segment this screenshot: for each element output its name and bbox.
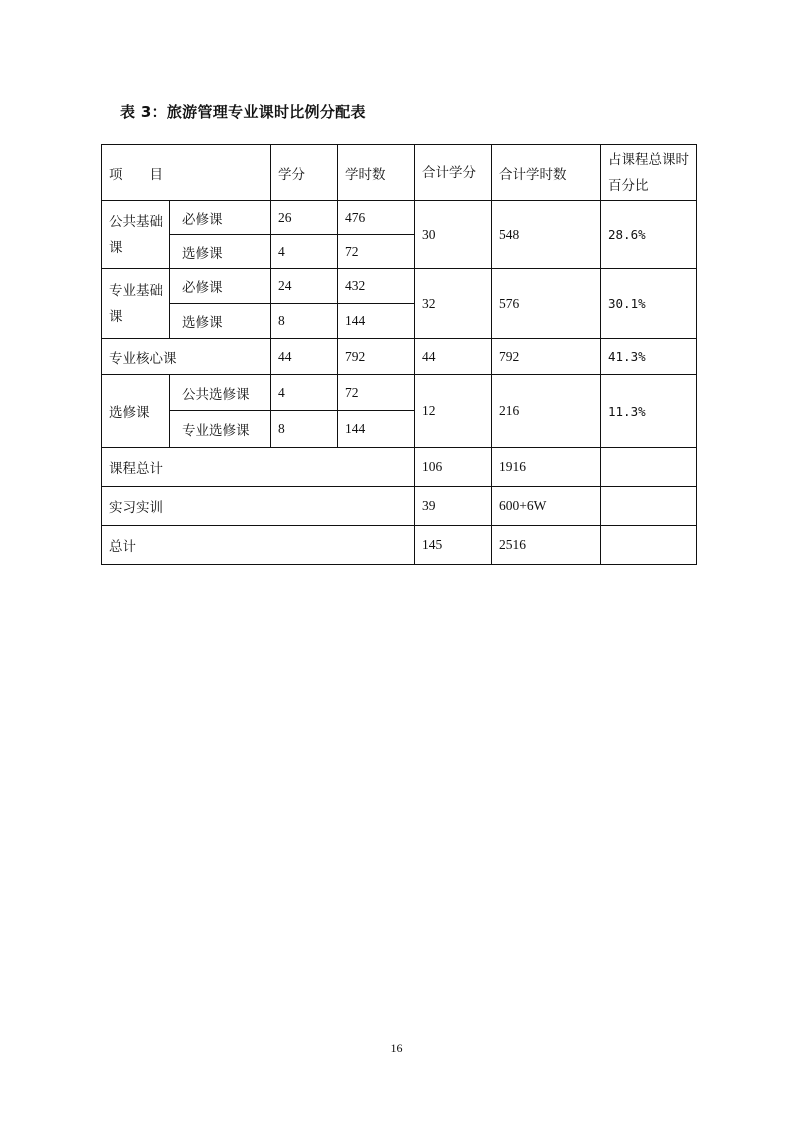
table-caption: 表 3：旅游管理专业课时比例分配表 — [120, 103, 366, 121]
summary-total-hours: 600+6W — [492, 487, 601, 526]
summary-label: 总计 — [102, 526, 415, 565]
row-name: 必修课 — [170, 269, 271, 304]
summary-label: 课程总计 — [102, 448, 415, 487]
header-item: 项 目 — [102, 145, 271, 201]
row-hours: 432 — [338, 269, 415, 304]
row-name: 专业选修课 — [170, 411, 271, 448]
row-hours: 144 — [338, 411, 415, 448]
summary-row-course-total — [102, 448, 697, 487]
page-number: 16 — [390, 1041, 403, 1055]
header-credits: 学分 — [271, 145, 338, 201]
row-hours: 72 — [338, 235, 415, 269]
row-name: 选修课 — [170, 304, 271, 339]
summary-total-credits: 106 — [415, 448, 492, 487]
row-hours: 72 — [338, 375, 415, 411]
header-total-credits: 合计学分 — [415, 145, 492, 201]
row-credits: 8 — [271, 411, 338, 448]
summary-total-credits: 39 — [415, 487, 492, 526]
summary-percent — [601, 487, 697, 526]
group-label-elective: 选修课 — [102, 375, 170, 448]
group-label-major-core: 专业核心课 — [102, 339, 271, 375]
row-hours: 792 — [338, 339, 415, 375]
row-credits: 8 — [271, 304, 338, 339]
row-hours: 144 — [338, 304, 415, 339]
row-credits: 4 — [271, 375, 338, 411]
course-hours-ratio-table — [101, 144, 697, 565]
group-total-hours: 792 — [492, 339, 601, 375]
group-label-public-basic: 公共基础课 — [102, 201, 170, 269]
group-total-credits: 12 — [415, 375, 492, 448]
group-total-hours: 576 — [492, 269, 601, 339]
group-total-credits: 32 — [415, 269, 492, 339]
header-total-hours: 合计学时数 — [492, 145, 601, 201]
row-hours: 476 — [338, 201, 415, 235]
header-hours: 学时数 — [338, 145, 415, 201]
row-name: 必修课 — [170, 201, 271, 235]
summary-percent — [601, 526, 697, 565]
row-credits: 4 — [271, 235, 338, 269]
summary-row-internship — [102, 487, 697, 526]
group-percent: 11.3% — [601, 375, 697, 448]
group-total-credits: 44 — [415, 339, 492, 375]
summary-total-credits: 145 — [415, 526, 492, 565]
row-credits: 26 — [271, 201, 338, 235]
table-row — [102, 269, 697, 304]
group-percent: 28.6% — [601, 201, 697, 269]
group-label-major-basic: 专业基础课 — [102, 269, 170, 339]
row-credits: 24 — [271, 269, 338, 304]
header-percent: 占课程总课时百分比 — [601, 145, 697, 201]
group-percent: 41.3% — [601, 339, 697, 375]
summary-total-hours: 2516 — [492, 526, 601, 565]
table-row — [102, 375, 697, 411]
row-name: 公共选修课 — [170, 375, 271, 411]
group-total-hours: 216 — [492, 375, 601, 448]
summary-total-hours: 1916 — [492, 448, 601, 487]
summary-percent — [601, 448, 697, 487]
header-row — [102, 145, 697, 201]
summary-row-grand-total — [102, 526, 697, 565]
table-row — [102, 201, 697, 235]
summary-label: 实习实训 — [102, 487, 415, 526]
table-row — [102, 339, 697, 375]
group-percent: 30.1% — [601, 269, 697, 339]
group-total-hours: 548 — [492, 201, 601, 269]
group-total-credits: 30 — [415, 201, 492, 269]
row-credits: 44 — [271, 339, 338, 375]
row-name: 选修课 — [170, 235, 271, 269]
